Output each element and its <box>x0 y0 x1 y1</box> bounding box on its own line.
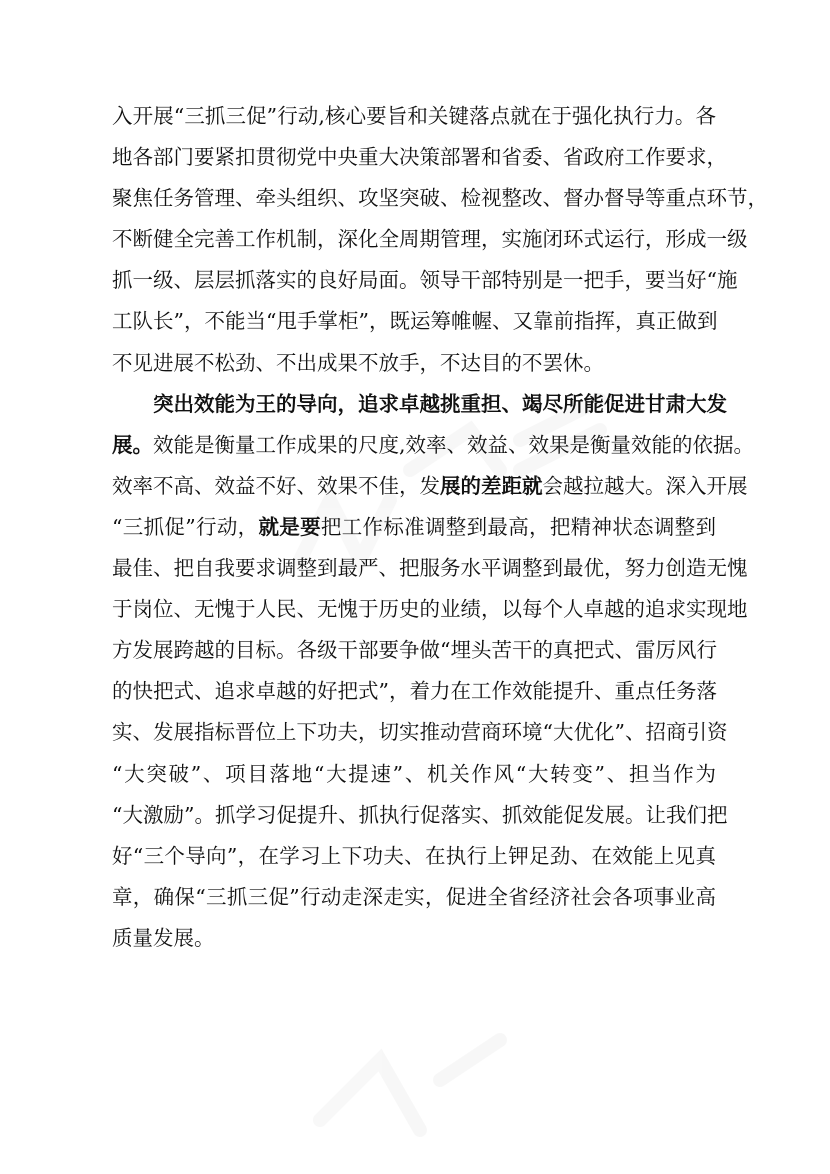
text-segment: 质量发展。 <box>112 925 215 950</box>
text-line <box>112 548 748 589</box>
text-segment: 把工作标准调整到最高，把精神状态调整到 <box>320 514 716 539</box>
text-segment: 于岗位、无愧于人民、无愧于历史的业绩，以每个人卓越的追求实现地 <box>112 597 748 622</box>
body-text <box>112 96 768 959</box>
text-segment: 章，确保“三抓三促”行动走深走实，促进全省经济社会各项事业高 <box>112 884 716 909</box>
text-segment: 工队长”，不能当“甩手掌柜”，既运筹帷幄、又靠前指挥，真正做到 <box>112 309 718 334</box>
text-segment: “大激励”。抓学习促提升、抓执行促落实、抓效能促发展。让我们把 <box>112 802 728 827</box>
text-line <box>112 301 716 342</box>
text-line <box>112 466 748 507</box>
text-line <box>112 671 716 712</box>
text-line <box>112 589 748 630</box>
text-segment: 的快把式、追求卓越的好把式”，着力在工作效能提升、重点任务落 <box>112 679 717 704</box>
text-line <box>112 754 716 795</box>
text-segment: 地各部门要紧扣贯彻党中央重大决策部署和省委、省政府工作要求， <box>112 145 727 170</box>
text-line <box>112 178 768 219</box>
text-segment: 不断健全完善工作机制，深化全周期管理，实施闭环式运行，形成一级 <box>112 227 748 252</box>
text-line <box>112 384 727 425</box>
text-segment: 实、发展指标晋位上下功夫，切实推动营商环境“大优化”、招商引资 <box>112 720 728 745</box>
text-segment: 会越拉越大。深入开展 <box>542 473 748 498</box>
text-segment: “三抓促”行动， <box>112 514 259 539</box>
bold-text-segment: 展的差距就 <box>440 473 543 498</box>
text-line <box>112 836 716 877</box>
text-line <box>112 425 755 466</box>
text-segment: 不见进展不松劲、不出成果不放手，不达目的不罢休。 <box>112 350 604 375</box>
text-segment: 效能是衡量工作成果的尺度,效率、效益、效果是衡量效能的依据。 <box>153 432 755 457</box>
text-line <box>112 260 738 301</box>
text-line <box>112 343 716 384</box>
text-segment: 方发展跨越的目标。各级干部要争做“埋头苦干的真把式、雷厉风行 <box>112 638 717 663</box>
text-segment: 入开展“三抓三促”行动,核心要旨和关键落点就在于强化执行力。各 <box>112 104 716 128</box>
bold-text-segment: 就是要 <box>258 514 321 539</box>
text-line <box>112 137 727 178</box>
text-line <box>112 877 716 918</box>
text-segment: 好“三个导向”，在学习上下功夫、在执行上钾足劲、在效能上见真 <box>112 843 716 868</box>
bold-text-segment: 展。 <box>112 432 153 457</box>
text-line <box>112 507 716 548</box>
text-line <box>112 96 716 137</box>
text-segment: 聚焦任务管理、牵头组织、攻坚突破、检视整改、督办督导等重点环节， <box>112 186 768 211</box>
text-line <box>112 630 716 671</box>
text-line <box>112 219 748 260</box>
text-segment: 效率不高、效益不好、效果不佳，发 <box>112 473 440 498</box>
text-line <box>112 712 728 753</box>
text-segment: “大突破”、项目落地“大提速”、机关作风“大转变”、担当作为 <box>112 761 716 786</box>
text-segment: 最佳、把自我要求调整到最严、把服务水平调整到最优，努力创造无愧 <box>112 556 748 581</box>
text-segment: 抓一级、层层抓落实的良好局面。领导干部特别是一把手，要当好“施 <box>112 268 738 293</box>
bold-text-segment: 突出效能为王的导向，追求卓越挑重担、竭尽所能促进甘肃大发 <box>153 391 727 416</box>
text-line <box>112 795 728 836</box>
text-line <box>112 918 716 959</box>
